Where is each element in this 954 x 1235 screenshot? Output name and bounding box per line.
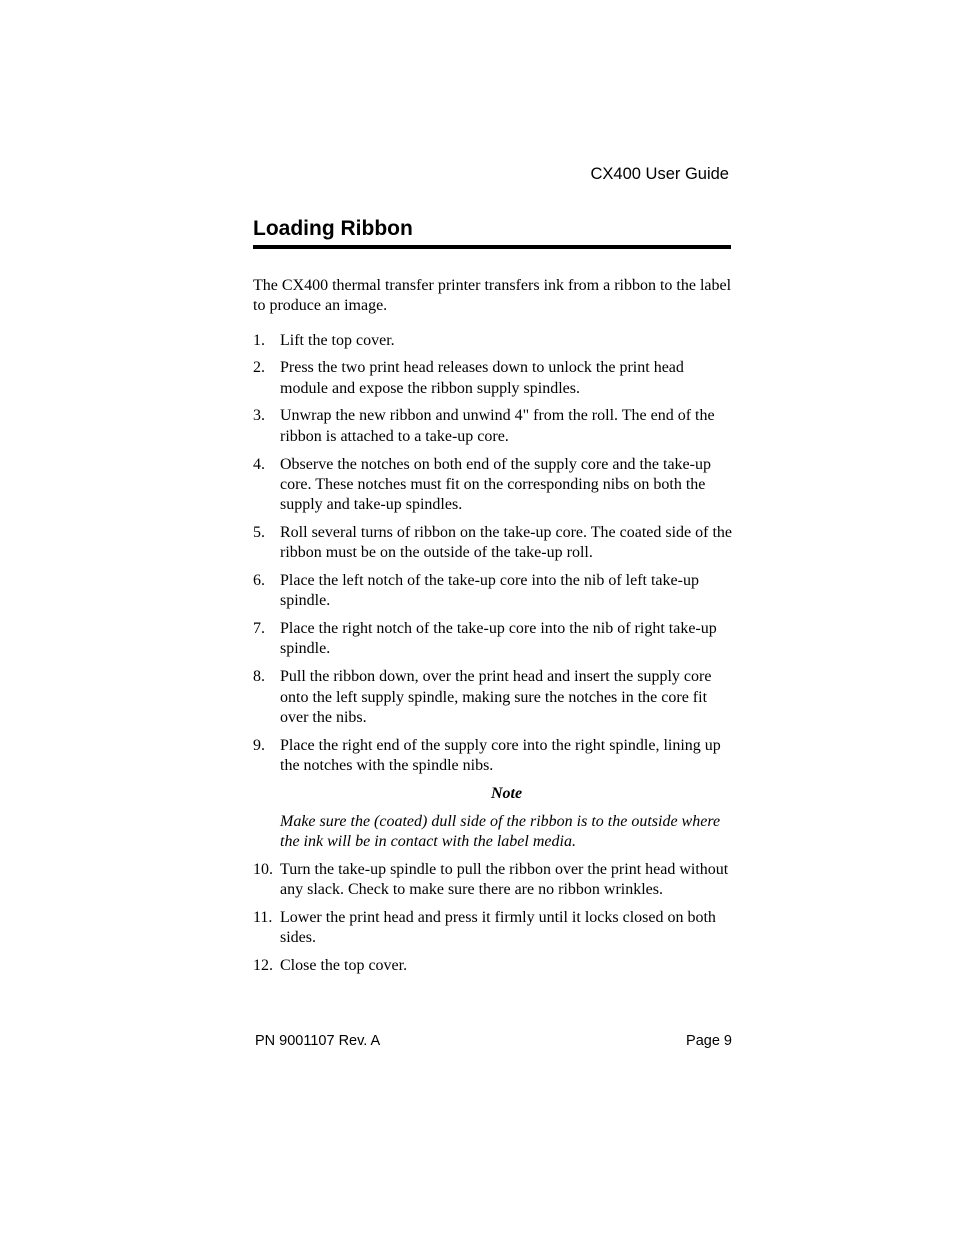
step-number: 10.: [253, 860, 273, 878]
step-item: [253, 619, 733, 660]
steps-list: [253, 331, 733, 777]
step-text: Observe the notches on both end of the supply core and the take-up core. These notches must fit on the corresponding nibs on both the supply and take-up spindles.: [280, 455, 711, 514]
step-number: 8.: [253, 668, 265, 686]
section-title: Loading Ribbon: [253, 217, 413, 240]
step-number: 11.: [253, 908, 273, 926]
step-number: 3.: [253, 407, 265, 425]
intro-paragraph: The CX400 thermal transfer printer transfers ink from a ribbon to the label to produce an image.: [253, 277, 732, 315]
step-item: [253, 908, 733, 949]
step-item: [253, 331, 733, 351]
step-item: [253, 667, 733, 728]
title-rule: [253, 245, 731, 249]
step-item: [253, 571, 733, 612]
steps-list-continued: [253, 860, 733, 976]
footer-page-number: Page 9: [686, 1033, 732, 1049]
step-number: 1.: [253, 331, 265, 349]
step-text: Unwrap the new ribbon and unwind 4" from the roll. The end of the ribbon is attached to a take-up core.: [280, 407, 715, 445]
step-text: Place the left notch of the take-up core into the nib of left take-up spindle.: [280, 572, 699, 610]
note-block: [253, 784, 733, 852]
step-text: Roll several turns of ribbon on the take-up core. The coated side of the ribbon must be on the outside of the take-up roll.: [280, 523, 733, 562]
step-text: Place the right notch of the take-up core into the nib of right take-up spindle.: [280, 620, 717, 658]
step-item: [253, 860, 733, 901]
step-text: Turn the take-up spindle to pull the ribbon over the print head without any slack. Check to make sure there are no ribbon wrinkles.: [280, 860, 729, 898]
step-item: [253, 406, 733, 447]
running-header: CX400 User Guide: [590, 165, 729, 183]
step-number: 7.: [253, 620, 265, 638]
step-text: Pull the ribbon down, over the print head and insert the supply core onto the left supply spindle, making sure the notches in the core fit over the nibs.: [280, 668, 712, 726]
step-text: Place the right end of the supply core into the right spindle, lining up the notches with the spindle nibs.: [280, 736, 721, 774]
step-text: Press the two print head releases down to unlock the print head module and expose the ribbon supply spindles.: [280, 359, 684, 397]
step-number: 2.: [253, 359, 265, 377]
note-text: Make sure the (coated) dull side of the ribbon is to the outside where the ink will be in contact with the label media.: [280, 812, 721, 850]
footer-part-number: PN 9001107 Rev. A: [255, 1033, 381, 1049]
step-number: 5.: [253, 523, 265, 541]
step-text: Lift the top cover.: [280, 331, 395, 349]
note-title: Note: [490, 784, 523, 802]
step-number: 12.: [253, 956, 273, 974]
step-number: 9.: [253, 736, 265, 754]
step-text: Close the top cover.: [280, 956, 408, 974]
step-item: [253, 455, 733, 516]
step-item: [253, 358, 733, 399]
step-number: 4.: [253, 455, 265, 473]
step-item: [253, 523, 733, 564]
step-number: 6.: [253, 572, 265, 590]
step-item: [253, 736, 733, 777]
step-item: [253, 956, 733, 976]
step-text: Lower the print head and press it firmly until it locks closed on both sides.: [280, 908, 716, 947]
document-body: [253, 276, 733, 984]
